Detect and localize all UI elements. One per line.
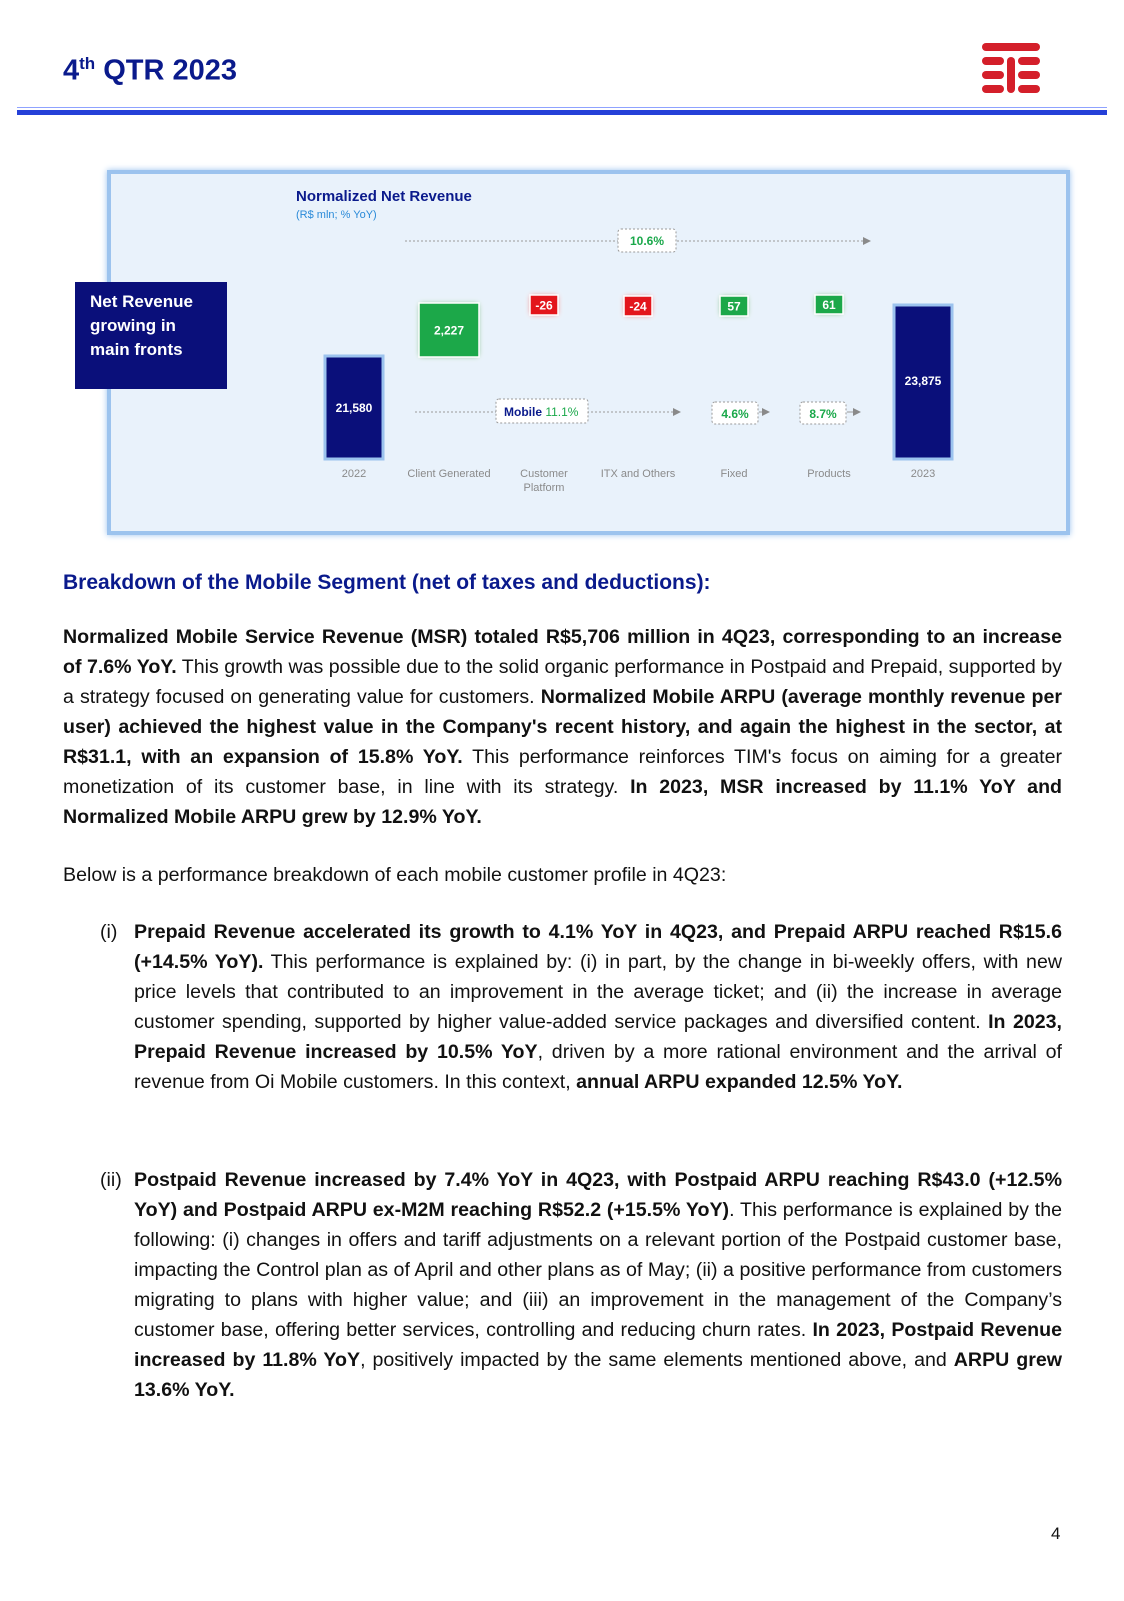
mobile-growth-label	[504, 405, 579, 419]
category-label-5: Fixed	[720, 468, 748, 480]
page-number: 4	[1051, 1524, 1061, 1543]
net-revenue-callout	[75, 282, 227, 389]
bar-label-2022: 21,580	[335, 401, 373, 415]
prepaid-paragraph: Prepaid Revenue accelerated its growth to 4.1% YoY in 4Q23, and Prepaid ARPU reached R$15.6 (+14.5% YoY). This performance is explained by: (i) in part, by the change in bi-weekly offers, with new price levels that contributed to an improvement in the average ticket; and (ii) the increase in average customer spending, supported by higher value-added service packages and diversified content. In 2023, Prepaid Revenue increased by 10.5% YoY, driven by a more rational environment and the arrival of revenue from Oi Mobile customers. In this context, annual ARPU expanded 12.5% YoY.	[134, 921, 1062, 1093]
delta-label-4: 57	[727, 299, 741, 314]
chart-subtitle: (R$ mln; % YoY)	[296, 209, 377, 221]
segment-growth-label-1: 4.6%	[721, 407, 749, 421]
delta-label-3: -24	[629, 299, 647, 314]
section-heading: Breakdown of the Mobile Segment (net of taxes and deductions):	[63, 571, 711, 594]
segment-growth-label-2: 8.7%	[809, 407, 837, 421]
total-growth-label: 10.6%	[629, 234, 665, 248]
delta-label-2: -26	[535, 298, 553, 313]
callout-line-1: Net Revenue	[90, 292, 193, 311]
msr-paragraph: Normalized Mobile Service Revenue (MSR) totaled R$5,706 million in 4Q23, corresponding to an increase of 7.6% YoY. This growth was possible due to the solid organic performance in Postpaid and Prepaid, supported by a strategy focused on generating value for customers. Normalized Mobile ARPU (average monthly revenue per user) achieved the highest value in the Company's recent history, and again the highest in the sector, at R$31.1, with an expansion of 15.8% YoY. This performance reinforces TIM's focus on aiming for a greater monetization of its customer base, in line with its strategy. In 2023, MSR increased by 11.1% YoY and Normalized Mobile ARPU grew by 12.9% YoY.	[63, 626, 1063, 828]
category-label-3-line2: Platform	[523, 482, 565, 494]
postpaid-paragraph: Postpaid Revenue increased by 7.4% YoY in 4Q23, with Postpaid ARPU reaching R$43.0 (+12.5% YoY) and Postpaid ARPU ex-M2M reaching R$52.2 (+15.5% YoY). This performance is explained by the following: (i) changes in offers and tariff adjustments on a relevant portion of the Postpaid customer base, impacting the Control plan as of April and other plans as of May; (ii) a positive performance from customers migrating to plans with higher value; and (iii) an improvement in the management of the Company’s customer base, offering better services, controlling and reducing churn rates. In 2023, Postpaid Revenue increased by 11.8% YoY, positively impacted by the same elements mentioned above, and ARPU grew 13.6% YoY.	[134, 1169, 1062, 1401]
delta-label-5: 61	[822, 298, 836, 312]
callout-line-3: main fronts	[90, 340, 183, 359]
callout-line-2: growing in	[90, 316, 176, 335]
bar-label-2023: 23,875	[904, 374, 942, 388]
list-number-1: (i)	[100, 921, 118, 943]
list-number-2: (ii)	[100, 1169, 122, 1191]
waterfall-chart	[0, 0, 1124, 540]
page-title: 4th QTR 2023	[63, 54, 238, 87]
mobile-growth-name: Mobile	[504, 405, 546, 419]
category-label-6: Products	[807, 468, 851, 480]
category-label-4: ITX and Others	[600, 468, 676, 480]
category-label-3: Customer	[520, 468, 568, 480]
mobile-growth-value: 11.1%	[545, 405, 579, 419]
delta-label-1: 2,227	[433, 323, 465, 338]
category-label-2: Client Generated	[407, 468, 491, 480]
chart-title: Normalized Net Revenue	[296, 188, 472, 205]
breakdown-intro: Below is a performance breakdown of each mobile customer profile in 4Q23:	[63, 864, 727, 886]
category-label-7: 2023	[910, 468, 936, 480]
category-label-1: 2022	[341, 468, 367, 480]
